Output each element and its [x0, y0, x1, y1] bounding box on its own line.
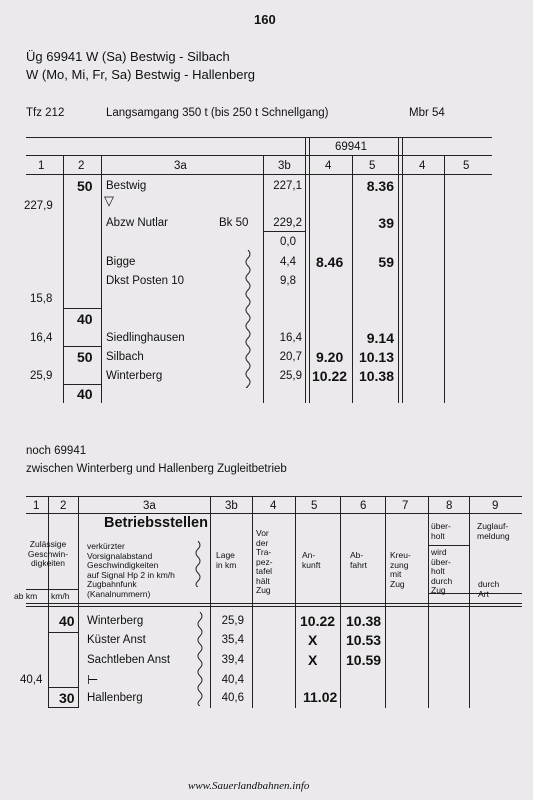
train-number: 69941: [335, 141, 367, 153]
col9-bottom: durch Art: [478, 579, 500, 599]
speed-header: Zulässige Geschwin- digkeiten: [27, 539, 69, 568]
col-header-9: 9: [492, 500, 499, 512]
position-km: 227,1: [273, 180, 302, 192]
arrival-time: 9.20: [316, 349, 344, 365]
station-name: Sachtleben Anst: [87, 654, 171, 666]
position-km: 40,6: [221, 692, 244, 704]
station-name: Silbach: [106, 351, 144, 363]
position-km: 0,0: [280, 236, 296, 248]
tfz-label: Tfz 212: [26, 107, 65, 119]
station-name: Bigge: [106, 256, 136, 268]
col-header-1: 1: [38, 160, 45, 172]
col3b-desc: Lage in km: [216, 550, 237, 570]
km-mark: 15,8: [30, 293, 53, 305]
operating-points-heading: Betriebsstellen: [104, 515, 208, 531]
station-name: Hallenberg: [87, 692, 143, 704]
vmax-value: 50: [77, 349, 93, 365]
wavy-track-line: [196, 612, 204, 706]
position-km: 25,9: [221, 615, 244, 627]
col7-desc: Kreu- zung mit Zug: [390, 550, 411, 589]
departure-time: 10.59: [346, 652, 382, 668]
operation-note: zwischen Winterberg und Hallenberg Zugleitbetrieb: [26, 463, 287, 475]
station-name: Abzw Nutlar: [106, 217, 168, 229]
col-header-1: 1: [33, 500, 40, 512]
from-km-label: ab km: [14, 591, 38, 601]
col8-top: über- holt: [431, 521, 451, 541]
station-name: Küster Anst: [87, 634, 146, 646]
station-name: Winterberg: [87, 615, 144, 627]
col9-top: Zuglauf- meldung: [477, 521, 510, 541]
end-of-line-icon: ⊢: [87, 672, 99, 687]
departure-time: 9.14: [366, 330, 394, 346]
departure-time: 8.36: [366, 178, 394, 194]
col-header-7: 7: [402, 500, 409, 512]
position-km: 4,4: [280, 256, 296, 268]
continuation-label: noch 69941: [26, 445, 87, 457]
station-name: Bestwig: [106, 180, 147, 192]
col3a-desc: verkürzter Vorsignalabstand Geschwindigkeiten auf Signal Hp 2 in km/h Zugbahnfunk (Kanalnummern): [87, 541, 175, 599]
vmax-value: 50: [77, 178, 93, 194]
departure-time: 39: [378, 215, 394, 231]
arrival-time: 10.22: [300, 613, 336, 629]
departure-time: 10.38: [358, 368, 394, 384]
col8-bottom: wird über- holt durch Zug: [431, 547, 453, 595]
col-header-5b: 5: [463, 160, 470, 172]
col-header-5: 5: [311, 500, 318, 512]
position-km: 9,8: [280, 275, 296, 287]
col-header-3b: 3b: [278, 160, 291, 172]
position-km: 16,4: [279, 332, 302, 344]
col-header-4b: 4: [419, 160, 426, 172]
footer-watermark: www.Sauerlandbahnen.info: [188, 780, 310, 792]
station-name: Dkst Posten 10: [106, 275, 184, 287]
mbr-label: Mbr 54: [409, 107, 445, 119]
position-km: 229,2: [273, 217, 302, 229]
position-km: 20,7: [279, 351, 302, 363]
col-header-3a: 3a: [143, 500, 156, 512]
vmax-value: 40: [59, 613, 75, 629]
departure-time: 10.13: [358, 349, 394, 365]
station-name: Siedlinghausen: [106, 332, 185, 344]
departure-time: 10.38: [346, 613, 382, 629]
arrival-time: X: [308, 652, 318, 668]
col4-desc: Vor der Tra- pez- tafel hält Zug: [256, 528, 273, 595]
arrival-time: X: [308, 632, 318, 648]
arrival-time: 10.22: [312, 368, 348, 384]
col-header-4: 4: [325, 160, 332, 172]
km-mark: 16,4: [30, 332, 53, 344]
train-title-line1: Üg 69941 W (Sa) Bestwig - Silbach: [26, 49, 230, 64]
train-title-line2: W (Mo, Mi, Fr, Sa) Bestwig - Hallenberg: [26, 67, 255, 82]
block-label: Bk 50: [219, 217, 249, 229]
col-header-2: 2: [60, 500, 67, 512]
col-header-2: 2: [78, 160, 85, 172]
position-km: 25,9: [279, 370, 302, 382]
col-header-5: 5: [369, 160, 376, 172]
col-header-6: 6: [360, 500, 367, 512]
arrival-time: 8.46: [316, 254, 344, 270]
vmax-value: 40: [77, 311, 93, 327]
col-header-8: 8: [446, 500, 453, 512]
load-label: Langsamgang 350 t (bis 250 t Schnellgang): [106, 107, 329, 119]
wavy-symbol: [194, 541, 202, 587]
position-km: 35,4: [221, 634, 244, 646]
col-header-3a: 3a: [174, 160, 187, 172]
position-km: 39,4: [221, 654, 244, 666]
position-km: 40,4: [221, 674, 244, 686]
vmax-value: 30: [59, 690, 75, 706]
station-name: Winterberg: [106, 370, 163, 382]
kmh-label: km/h: [51, 591, 70, 601]
col-header-4: 4: [270, 500, 277, 512]
signal-triangle-icon: ▽: [104, 193, 114, 208]
departure-time: 59: [378, 254, 394, 270]
col5-desc: An- kunft: [302, 550, 321, 570]
departure-time: 10.53: [346, 632, 382, 648]
page-number: 160: [254, 12, 276, 27]
vmax-value: 40: [77, 386, 93, 402]
km-mark: 25,9: [30, 370, 53, 382]
km-mark: 40,4: [20, 674, 43, 686]
col6-desc: Ab- fahrt: [350, 550, 368, 570]
wavy-track-line: [244, 250, 252, 388]
arrival-time: 11.02: [303, 689, 338, 705]
col-header-3b: 3b: [225, 500, 238, 512]
km-mark: 227,9: [24, 200, 53, 212]
